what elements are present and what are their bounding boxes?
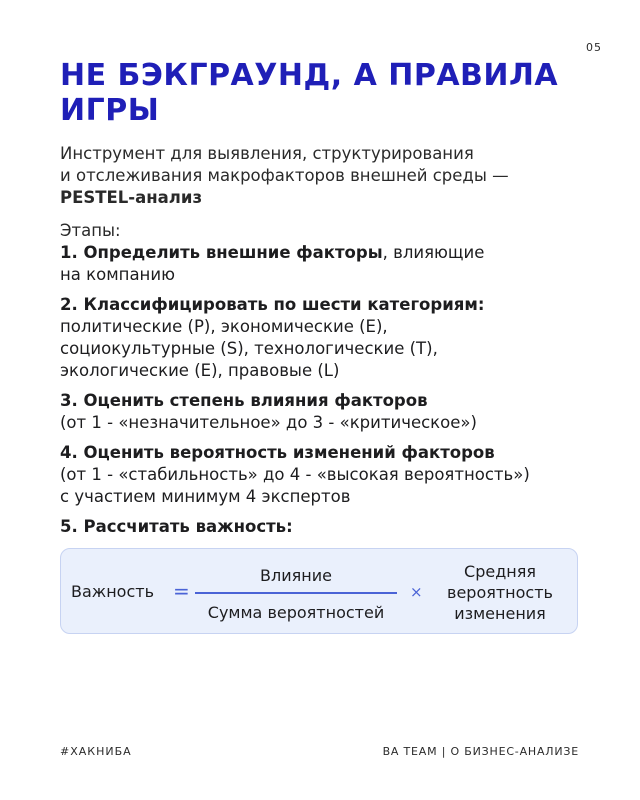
lead-line-1: Инструмент для выявления, структурирования xyxy=(60,144,474,163)
lead-line-2: и отслеживания макрофакторов внешней среды — xyxy=(60,166,509,185)
step-3-title: 3. Оценить степень влияния факторов xyxy=(60,391,428,410)
footer-brand: BA TEAM | О БИЗНЕС-АНАЛИЗЕ xyxy=(382,745,579,758)
step-4 xyxy=(60,442,600,508)
formula-numerator: Влияние xyxy=(260,566,332,585)
formula-label: Важность xyxy=(71,582,154,601)
page-title: НЕ БЭКГРАУНД, А ПРАВИЛА ИГРЫ xyxy=(60,58,559,128)
step-2-title: 2. Классифицировать по шести категориям: xyxy=(60,295,485,314)
lead-line-3: PESTEL-анализ xyxy=(60,188,203,207)
formula-multiplier xyxy=(425,561,575,624)
formula-denominator: Сумма вероятностей xyxy=(207,603,385,622)
fraction-bar xyxy=(195,592,397,594)
step-1-line-1: на компанию xyxy=(60,265,175,284)
step-5 xyxy=(60,516,600,538)
lead-paragraph xyxy=(60,143,600,209)
multiplier-line-2: вероятность xyxy=(447,583,553,602)
step-4-title: 4. Оценить вероятность изменений факторов xyxy=(60,443,495,462)
step-2-line-1: политические (P), экономические (E), xyxy=(60,317,388,336)
steps-list xyxy=(60,242,600,546)
page-number: 05 xyxy=(586,41,602,54)
step-5-title: 5. Рассчитать важность: xyxy=(60,517,293,536)
multiplier-line-3: изменения xyxy=(454,604,546,623)
step-1-title: 1. Определить внешние факторы xyxy=(60,243,383,262)
step-2-line-3: экологические (E), правовые (L) xyxy=(60,361,340,380)
step-3 xyxy=(60,390,600,434)
footer-hashtag: #ХАКНИБА xyxy=(60,745,132,758)
step-1-rest: , влияющие xyxy=(382,243,485,262)
stages-heading: Этапы: xyxy=(60,221,121,240)
equals-sign: = xyxy=(173,579,190,603)
importance-formula xyxy=(60,548,578,634)
step-2 xyxy=(60,294,600,382)
step-2-line-2: социокультурные (S), технологические (T), xyxy=(60,339,438,358)
step-4-line-2: с участием минимум 4 экспертов xyxy=(60,487,351,506)
step-3-line-1: (от 1 - «незначительное» до 3 - «критическое») xyxy=(60,413,477,432)
step-1 xyxy=(60,242,600,286)
step-4-line-1: (от 1 - «стабильность» до 4 - «высокая вероятность») xyxy=(60,465,530,484)
multiplier-line-1: Средняя xyxy=(464,562,536,581)
multiply-sign: × xyxy=(410,583,423,601)
